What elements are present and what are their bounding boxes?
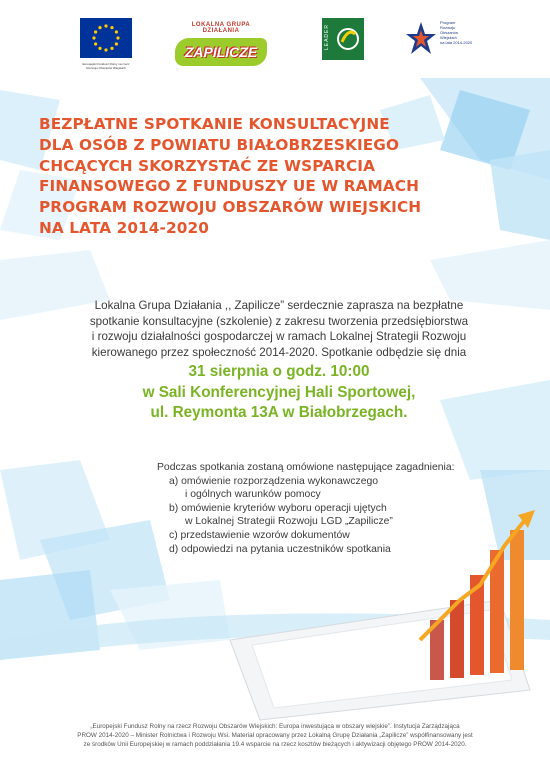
prow-logo-text [440, 20, 472, 45]
agenda-item: c) przedstawienie wzorów dokumentów [169, 529, 350, 541]
eu-caption-line: Rozwoju Obszarów Wiejskich [86, 66, 126, 70]
agenda-lead: Podczas spotkania zostaną omówione następujące zagadnienia: [157, 462, 455, 473]
prow-line: na lata 2014-2020 [440, 40, 473, 45]
agenda [157, 461, 517, 556]
eu-logo-caption [70, 62, 142, 70]
agenda-item: a) omówienie rozporządzenia wykonawczego [169, 475, 379, 487]
sponsor-logos [0, 18, 550, 76]
eu-flag-logo [80, 18, 132, 58]
leader-logo [322, 18, 364, 60]
footer-line: ze środków Unii Europejskiej w ramach poddziałania 19.4 wsparcie na rzecz kosztów bieżących i aktywizacji objętego PROW 2014-2020. [83, 741, 467, 748]
event-date-time: 31 sierpnia o godz. 10:00 [188, 363, 370, 380]
prow-line: Obszarów [440, 30, 459, 35]
intro-line: spotkanie konsultacyjne (szkolenie) z zakresu tworzenia przedsiębiorstwa [89, 314, 469, 328]
heading-line: NA LATA 2014-2020 [39, 218, 209, 237]
eu-caption-line: Europejski Fundusz Rolny na rzecz [82, 62, 130, 66]
heading-line: PROGRAM ROZWOJU OBSZARÓW WIEJSKICH [39, 198, 422, 217]
intro-line: i rozwoju działalności gospodarczej w ramach Lokalnej Strategii Rozwoju [91, 330, 467, 343]
agenda-list [157, 475, 517, 557]
eu-stars-icon [80, 18, 132, 58]
zapilicze-logo-top: LOKALNA GRUPA DZIAŁANIA [191, 22, 251, 34]
footer-line: „Europejski Fundusz Rolny na rzecz Rozwoju Obszarów Wiejskich: Europa inwestująca w obszary wiejskie”. Instytucja Zarządzająca [90, 723, 460, 730]
event-venue: w Sali Konferencyjnej Hali Sportowej, [142, 383, 416, 401]
funding-disclaimer [30, 722, 520, 749]
heading-line: FINANSOWEGO Z FUNDUSZY UE W RAMACH [39, 177, 420, 196]
event-address: ul. Reymonta 13A w Białobrzegach. [150, 404, 408, 421]
leader-logo-label: LEADER [324, 24, 330, 51]
prow-logo [406, 18, 476, 66]
footer-line: PROW 2014-2020 – Minister Rolnictwa i Rozwoju Wsi. Materiał opracowany przez Lokalną Grupę Działania „Zapilicze” współfinansowany jest [77, 732, 473, 739]
agenda-item: d) odpowiedzi na pytania uczestników spotkania [169, 543, 391, 555]
agenda-item-continuation: w Lokalnej Strategii Rozwoju LGD „Zapilicze” [185, 516, 393, 528]
prow-line: Program [440, 20, 456, 25]
prow-line: Wiejskich [440, 35, 457, 40]
poster-heading [39, 114, 519, 239]
prow-line: Rozwoju [440, 25, 456, 30]
heading-line: DLA OSÓB Z POWIATU BIAŁOBRZESKIEGO [39, 135, 400, 154]
agenda-item-continuation: i ogólnych warunków pomocy [185, 489, 321, 501]
lgd-zapilicze-logo [175, 22, 267, 72]
prow-star-icon [406, 20, 436, 60]
intro-line: kierowanego przez społeczność 2014-2020. Spotkanie odbędzie się dnia [91, 345, 467, 359]
event-details [40, 362, 518, 424]
heading-line: CHCĄCYCH SKORZYSTAĆ ZE WSPARCIA [39, 156, 376, 175]
intro-line: Lokalna Grupa Działania ,, Zapilicze” serdecznie zaprasza na bezpłatne [94, 299, 464, 312]
intro-paragraph [40, 298, 518, 360]
heading-line: BEZPŁATNE SPOTKANIE KONSULTACYJNE [39, 115, 390, 133]
zapilicze-logo-name: ZAPILICZE [175, 38, 267, 66]
agenda-item: b) omówienie kryteriów wyboru operacji ujętych [169, 502, 387, 514]
